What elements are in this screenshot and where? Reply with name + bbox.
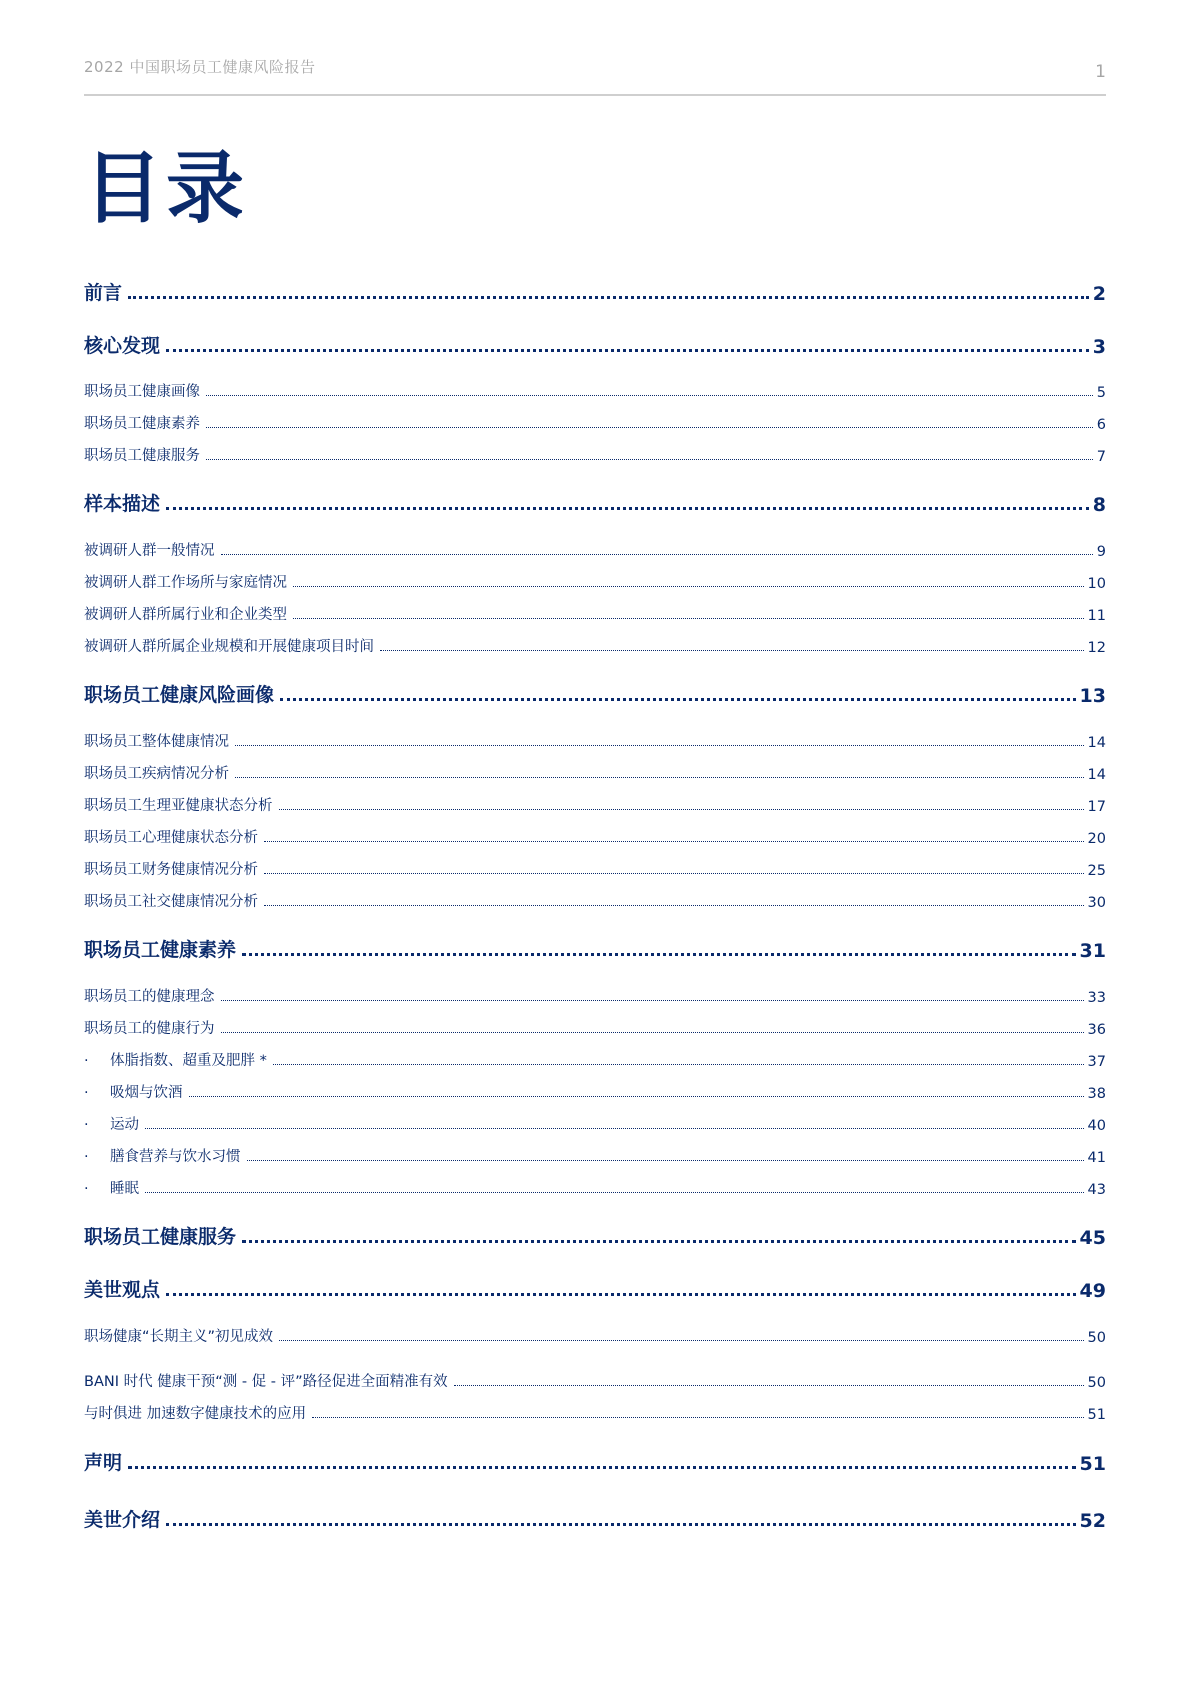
toc-entry-sub[interactable]	[84, 795, 1106, 815]
page-header	[84, 56, 1106, 96]
toc-page: 8	[1092, 494, 1106, 516]
toc-entry-main[interactable]	[84, 332, 1106, 358]
page-number: 1	[1095, 62, 1106, 82]
toc-label: 职场员工健康素养	[84, 939, 237, 961]
bullet-icon: ·	[84, 1053, 89, 1069]
toc-entry-sub[interactable]	[84, 986, 1106, 1006]
toc-page: 40	[1087, 1118, 1106, 1134]
toc-page: 14	[1087, 767, 1106, 783]
dot-leader	[166, 1523, 1076, 1526]
dot-leader	[293, 618, 1084, 619]
toc-label: 吸烟与饮酒	[110, 1085, 183, 1101]
dot-leader	[242, 953, 1076, 956]
toc-label: 体脂指数、超重及肥胖 *	[110, 1053, 267, 1069]
toc-entry-sub[interactable]	[84, 891, 1106, 911]
toc-label: 被调研人群所属企业规模和开展健康项目时间	[84, 639, 374, 655]
toc-label: 职场员工整体健康情况	[84, 734, 229, 750]
toc-label: 职场员工社交健康情况分析	[84, 894, 258, 910]
toc-page: 41	[1087, 1150, 1106, 1166]
toc-page: 50	[1087, 1330, 1106, 1346]
dot-leader	[128, 296, 1089, 299]
toc-page: 49	[1079, 1280, 1106, 1302]
toc-label: 职场员工财务健康情况分析	[84, 862, 258, 878]
toc-label: 被调研人群工作场所与家庭情况	[84, 575, 287, 591]
toc-entry-sub[interactable]	[84, 763, 1106, 783]
toc-label: 与时俱进 加速数字健康技术的应用	[84, 1406, 307, 1422]
toc-page: 13	[1079, 685, 1106, 707]
toc-page: 50	[1087, 1375, 1106, 1391]
toc-page: 17	[1087, 799, 1106, 815]
toc-label: 运动	[110, 1117, 139, 1133]
toc-entry-sub[interactable]	[84, 445, 1106, 465]
toc-label: 被调研人群一般情况	[84, 543, 215, 559]
dot-leader	[206, 427, 1093, 428]
dot-leader	[206, 395, 1093, 396]
toc-page: 20	[1087, 831, 1106, 847]
dot-leader	[264, 841, 1084, 842]
dot-leader	[166, 507, 1089, 510]
toc-entry-sub[interactable]	[84, 731, 1106, 751]
toc-entry-sub[interactable]	[84, 1018, 1106, 1038]
dot-leader	[221, 554, 1093, 555]
dot-leader	[380, 650, 1084, 651]
toc-entry-sub[interactable]	[84, 636, 1106, 656]
toc-page: 37	[1087, 1054, 1106, 1070]
toc-label: 核心发现	[84, 335, 161, 357]
toc-label: 职场员工健康风险画像	[84, 684, 275, 706]
toc-label: 职场员工心理健康状态分析	[84, 830, 258, 846]
toc-entry-main[interactable]	[84, 490, 1106, 516]
dot-leader	[166, 349, 1089, 352]
toc-page: 5	[1096, 385, 1106, 401]
toc-entry-main[interactable]	[84, 681, 1106, 707]
toc-label: 职场员工健康服务	[84, 1226, 237, 1248]
toc-entry-sub[interactable]	[84, 827, 1106, 847]
toc-label: 职场员工疾病情况分析	[84, 766, 229, 782]
toc-entry-sub[interactable]	[84, 859, 1106, 879]
toc-entry-sub[interactable]	[84, 413, 1106, 433]
toc-label: 职场健康“长期主义”初见成效	[84, 1329, 274, 1345]
dot-leader	[221, 1032, 1084, 1033]
toc-page: 51	[1079, 1453, 1106, 1475]
toc-page: 30	[1087, 895, 1106, 911]
toc-page: 36	[1087, 1022, 1106, 1038]
toc-label: BANI 时代 健康干预“测 - 促 - 评”路径促进全面精准有效	[84, 1374, 448, 1390]
toc-entry-bullet[interactable]	[84, 1114, 1106, 1134]
toc-label: 职场员工健康素养	[84, 416, 200, 432]
toc-label: 样本描述	[84, 493, 161, 515]
dot-leader	[273, 1064, 1084, 1065]
dot-leader	[206, 459, 1093, 460]
dot-leader	[128, 1466, 1076, 1469]
dot-leader	[189, 1096, 1084, 1097]
toc-page: 25	[1087, 863, 1106, 879]
toc-page: 51	[1087, 1407, 1106, 1423]
toc-label: 职场员工的健康理念	[84, 989, 215, 1005]
toc-page: 38	[1087, 1086, 1106, 1102]
toc-page: 6	[1096, 417, 1106, 433]
toc-page: 12	[1087, 640, 1106, 656]
toc-entry-main[interactable]	[84, 1449, 1106, 1475]
toc-entry-sub[interactable]	[84, 540, 1106, 560]
toc-entry-bullet[interactable]	[84, 1146, 1106, 1166]
dot-leader	[235, 777, 1084, 778]
report-title: 2022 中国职场员工健康风险报告	[84, 58, 316, 76]
toc-page: 45	[1079, 1227, 1106, 1249]
toc-entry-main[interactable]	[84, 279, 1106, 305]
dot-leader	[235, 745, 1084, 746]
toc-label: 声明	[84, 1452, 123, 1474]
toc-entry-main[interactable]	[84, 936, 1106, 962]
toc-entry-main[interactable]	[84, 1276, 1106, 1302]
toc-label: 职场员工的健康行为	[84, 1021, 215, 1037]
toc-entry-sub[interactable]	[84, 1371, 1106, 1391]
toc-entry-sub[interactable]	[84, 381, 1106, 401]
dot-leader	[293, 586, 1084, 587]
dot-leader	[145, 1128, 1084, 1129]
toc-entry-main[interactable]	[84, 1223, 1106, 1249]
dot-leader	[145, 1192, 1084, 1193]
bullet-icon: ·	[84, 1149, 89, 1165]
toc-label: 职场员工生理亚健康状态分析	[84, 798, 273, 814]
toc-heading: 目录	[84, 144, 249, 234]
dot-leader	[280, 698, 1076, 701]
bullet-icon: ·	[84, 1117, 89, 1133]
dot-leader	[166, 1293, 1076, 1296]
dot-leader	[221, 1000, 1084, 1001]
toc-entry-bullet[interactable]	[84, 1178, 1106, 1198]
toc-entry-sub[interactable]	[84, 1403, 1106, 1423]
dot-leader	[264, 905, 1084, 906]
toc-entry-bullet[interactable]	[84, 1082, 1106, 1102]
dot-leader	[454, 1385, 1084, 1386]
dot-leader	[279, 809, 1084, 810]
toc-label: 美世观点	[84, 1279, 161, 1301]
toc-page: 7	[1096, 449, 1106, 465]
toc-page: 9	[1096, 544, 1106, 560]
toc-page: 14	[1087, 735, 1106, 751]
dot-leader	[279, 1340, 1084, 1341]
bullet-icon: ·	[84, 1085, 89, 1101]
toc-label: 前言	[84, 282, 123, 304]
toc-label: 膳食营养与饮水习惯	[110, 1149, 241, 1165]
toc-entry-sub[interactable]	[84, 1326, 1106, 1346]
dot-leader	[242, 1240, 1076, 1243]
toc-entry-sub[interactable]	[84, 572, 1106, 592]
toc-page: 3	[1092, 336, 1106, 358]
dot-leader	[264, 873, 1084, 874]
toc-page: 2	[1092, 283, 1106, 305]
toc-entry-main[interactable]	[84, 1506, 1106, 1532]
bullet-icon: ·	[84, 1181, 89, 1197]
toc-entry-sub[interactable]	[84, 604, 1106, 624]
toc-page: 52	[1079, 1510, 1106, 1532]
toc-label: 美世介绍	[84, 1509, 161, 1531]
toc-page: 31	[1079, 940, 1106, 962]
dot-leader	[247, 1160, 1084, 1161]
toc-page: 10	[1087, 576, 1106, 592]
toc-label: 睡眠	[110, 1181, 139, 1197]
toc-label: 职场员工健康服务	[84, 448, 200, 464]
toc-label: 职场员工健康画像	[84, 384, 200, 400]
toc-page: 43	[1087, 1182, 1106, 1198]
toc-page: 11	[1087, 608, 1106, 624]
dot-leader	[312, 1417, 1083, 1418]
toc-page: 33	[1087, 990, 1106, 1006]
toc-entry-bullet[interactable]	[84, 1050, 1106, 1070]
toc-label: 被调研人群所属行业和企业类型	[84, 607, 287, 623]
